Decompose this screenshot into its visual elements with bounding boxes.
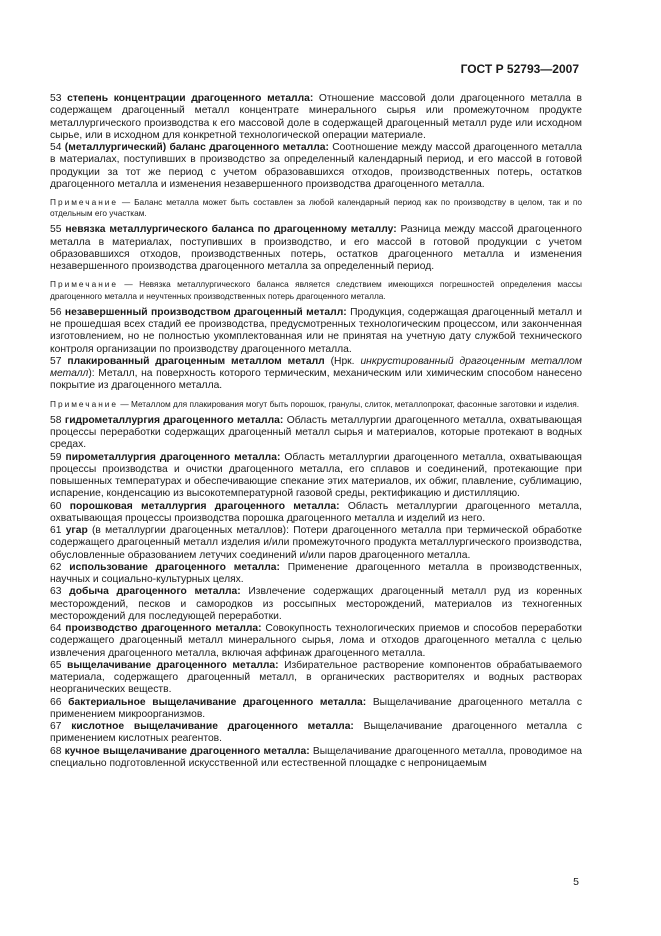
page-number: 5 — [573, 876, 579, 888]
term-entry: 60 порошковая металлургия драгоценного металла: Область металлургии драгоценного металла, охватывающая процессы производства порошка драгоценного металла и изделий из него. — [50, 500, 582, 524]
document-body — [50, 93, 582, 770]
term-entry: 55 невязка металлургического баланса по драгоценному металлу: Разница между массой драгоценного металла в материалах, поступивших в производство, и его массой в готовой продукции с учетом образовавшихся отходов, производственных потерь, остатков драгоценного металла и изменения незавершенного производства драгоценного металла за определенный период. — [50, 224, 582, 273]
term-entry: 65 выщелачивание драгоценного металла: Избирательное растворение компонентов обрабатываемого материала, содержащего драгоценный металл, в органических растворителях и водных растворах неорганических веществ. — [50, 659, 582, 696]
note: Примечание — Баланс металла может быть составлен за любой календарный период как по производству в целом, так и по отдельным его участкам. — [50, 197, 582, 219]
term-entry: 59 пирометаллургия драгоценного металла: Область металлургии драгоценного металла, охватывающая процессы производства и очистки драгоценного металла, его сплавов и соединений, протекающие при повышенных температурах и обеспечивающие спекание этих материалов, их обжиг, плавление, сублимацию, испарение, конденсацию из высокотемпературной газовой среды, ректификацию и дистилляцию. — [50, 451, 582, 500]
term-entry: 66 бактериальное выщелачивание драгоценного металла: Выщелачивание драгоценного металла с применением микроорганизмов. — [50, 696, 582, 720]
note: Примечание — Металлом для плакирования могут быть порошок, гранулы, слиток, металлопрокат, фасонные заготовки и изделия. — [50, 398, 580, 409]
term-entry: 56 незавершенный производством драгоценный металл: Продукция, содержащая драгоценный металл и не прошедшая всех стадий ее производства, предусмотренных технологическим процессом, или законченная изготовлением, но не полностью укомплектованная или не принятая на учетную дату службой технического контроля организации по производству драгоценного металла. — [50, 306, 582, 355]
term-entry: 68 кучное выщелачивание драгоценного металла: Выщелачивание драгоценного металла, проводимое на специально подготовленной искусственной или естественной площадке с непроницаемым — [50, 745, 582, 769]
term-entry: 64 производство драгоценного металла: Совокупность технологических приемов и способов переработки содержащего драгоценный металл минерального сырья, лома и отходов драгоценного металла с целью извлечения драгоценного металла, включая аффинаж драгоценного металла. — [50, 623, 582, 659]
note: Примечание — Невязка металлургического баланса является следствием имеющихся погрешностей определения массы драгоценного металла и неучтенных производственных потерь драгоценного металла. — [50, 279, 582, 301]
term-entry: 57 плакированный драгоценным металлом металл (Нрк. инкрустированный драгоценным металлом металл): Металл, на поверхность которого термическим, механическим или химическим способом нанесено покрытие из драгоценного металла. — [50, 355, 582, 392]
document-header: ГОСТ Р 52793—2007 — [460, 62, 579, 76]
term-entry: 53 степень концентрации драгоценного металла: Отношение массовой доли драгоценного металла в содержащем драгоценный металл концентрате минерального сырья или промежуточном продукте металлургического производства к его массовой доле в содержащей драгоценный металл руде или исходном сырье, или в исходном для конкретной технологической операции материале. — [50, 93, 582, 141]
term-entry: 54 (металлургический) баланс драгоценного металла: Соотношение между массой драгоценного металла в материалах, поступивших в производство за определенный календарный период, и его массой в готовой продукции за тот же период с учетом образовавшихся отходов, производственных потерь, остатков драгоценного металла и изменения незавершенного производства драгоценного металла. — [50, 142, 582, 190]
term-entry: 67 кислотное выщелачивание драгоценного металла: Выщелачивание драгоценного металла с применением кислотных реагентов. — [50, 721, 582, 745]
term-entry: 61 угар (в металлургии драгоценных металлов): Потери драгоценного металла при термической обработке содержащего драгоценный металл изделия и/или промежуточного продукта металлургического производства, обусловленные образованием летучих соединений и/или паров драгоценного металла. — [50, 525, 582, 561]
term-entry: 58 гидрометаллургия драгоценного металла: Область металлургии драгоценного металла, охватывающая процессы переработки содержащих драгоценный металл сырья и материалов, которые протекают в водных средах. — [50, 414, 582, 451]
term-entry: 63 добыча драгоценного металла: Извлечение содержащих драгоценный металл руд из коренных месторождений, песков и самородков из россыпных месторождений, материалов из техногенных месторождений для последующей переработки. — [50, 586, 582, 622]
term-entry: 62 использование драгоценного металла: Применение драгоценного металла в производственных, научных и социально-культурных целях. — [50, 561, 582, 586]
